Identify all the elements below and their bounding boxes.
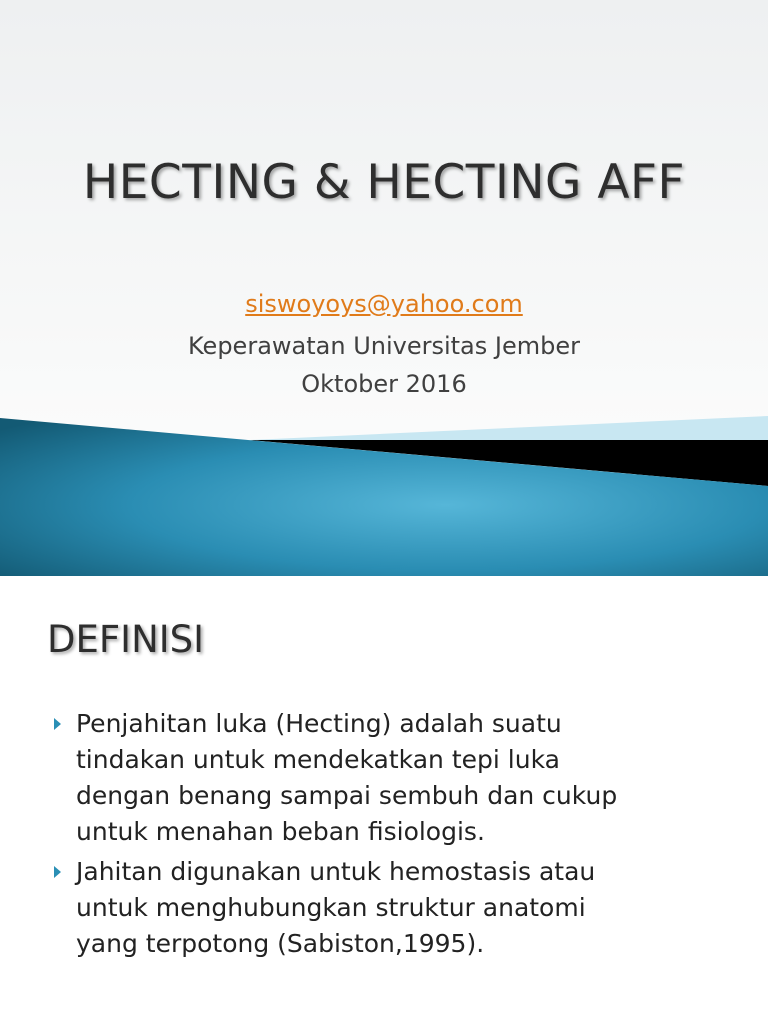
email-link[interactable]: siswoyoys@yahoo.com xyxy=(245,290,523,318)
slide-heading: DEFINISI xyxy=(47,618,205,661)
organization-text: Keperawatan Universitas Jember xyxy=(188,332,580,360)
triangle-bullet-icon xyxy=(54,718,61,730)
decorative-banner xyxy=(0,400,768,576)
bullet-line: tindakan untuk mendekatkan tepi luka xyxy=(76,745,560,774)
triangle-bullet-icon xyxy=(54,866,61,878)
bullet-item xyxy=(48,706,728,850)
bullet-list xyxy=(48,706,728,966)
date-text: Oktober 2016 xyxy=(301,370,467,398)
bullet-line: untuk menghubungkan struktur anatomi xyxy=(76,893,586,922)
bullet-line: Penjahitan luka (Hecting) adalah suatu xyxy=(76,709,562,738)
bullet-line: dengan benang sampai sembuh dan cukup xyxy=(76,781,618,810)
bullet-line: untuk menahan beban fisiologis. xyxy=(76,817,485,846)
bullet-line: yang terpotong (Sabiston,1995). xyxy=(76,929,485,958)
light-stripe xyxy=(250,416,768,440)
slide-title: HECTING & HECTING AFF xyxy=(82,155,686,210)
bullet-item xyxy=(48,854,728,962)
definition-slide xyxy=(0,576,768,1024)
bullet-line: Jahitan digunakan untuk hemostasis atau xyxy=(76,857,596,886)
